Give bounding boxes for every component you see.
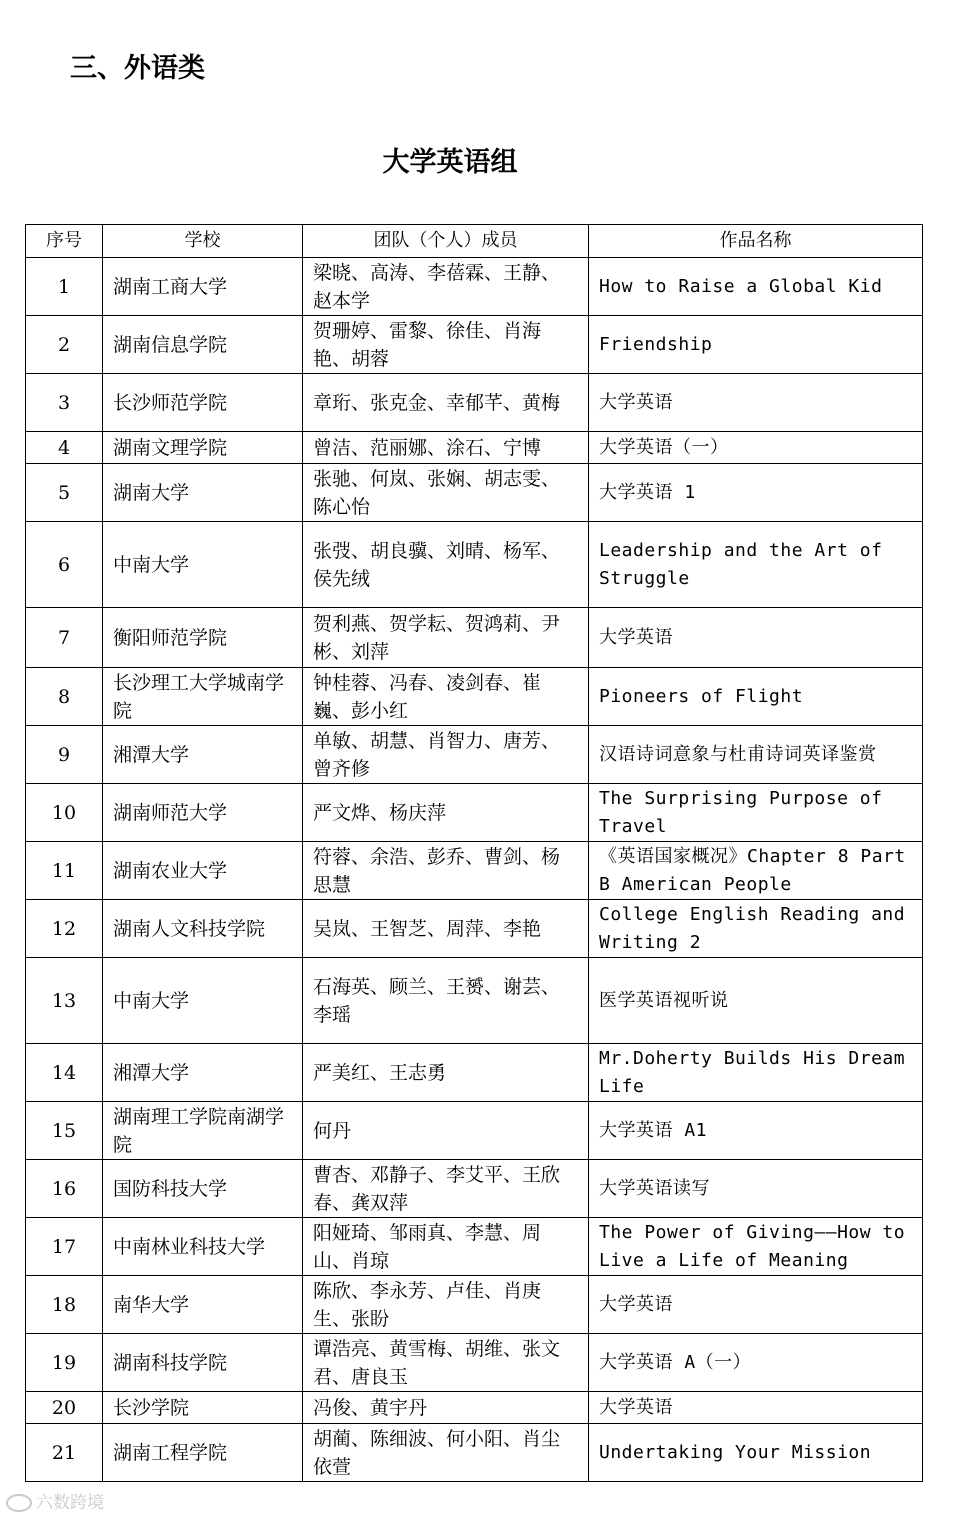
- table-row: [26, 1160, 923, 1218]
- school-name: 湖南师范大学: [103, 784, 303, 842]
- row-number: 15: [26, 1102, 103, 1160]
- team-members: 钟桂蓉、冯春、凌剑春、崔巍、彭小红: [303, 668, 589, 726]
- team-members: 阳娅琦、邹雨真、李慧、周山、肖琼: [303, 1218, 589, 1276]
- row-number: 2: [26, 316, 103, 374]
- team-members: 陈欣、李永芳、卢佳、肖庚生、张盼: [303, 1276, 589, 1334]
- row-number: 13: [26, 958, 103, 1044]
- row-number: 3: [26, 374, 103, 432]
- team-members: 单敏、胡慧、肖智力、唐芳、曾齐修: [303, 726, 589, 784]
- team-members: 张驰、何岚、张娴、胡志雯、陈心怡: [303, 464, 589, 522]
- row-number: 16: [26, 1160, 103, 1218]
- team-members: 谭浩亮、黄雪梅、胡维、张文君、唐良玉: [303, 1334, 589, 1392]
- work-title: Leadership and the Art of Struggle: [589, 522, 923, 608]
- table-row: [26, 726, 923, 784]
- table-row: [26, 258, 923, 316]
- table-row: [26, 1334, 923, 1392]
- school-name: 长沙师范学院: [103, 374, 303, 432]
- team-members: 贺珊婷、雷黎、徐佳、肖海艳、胡蓉: [303, 316, 589, 374]
- row-number: 9: [26, 726, 103, 784]
- header-school: 学校: [103, 225, 303, 258]
- school-name: 中南大学: [103, 958, 303, 1044]
- work-title: Mr.Doherty Builds His Dream Life: [589, 1044, 923, 1102]
- table-row: [26, 1392, 923, 1424]
- school-name: 湖南文理学院: [103, 432, 303, 464]
- work-title: 大学英语: [589, 1392, 923, 1424]
- header-number: 序号: [26, 225, 103, 258]
- table-row: [26, 958, 923, 1044]
- school-name: 湖南理工学院南湖学院: [103, 1102, 303, 1160]
- row-number: 4: [26, 432, 103, 464]
- row-number: 18: [26, 1276, 103, 1334]
- school-name: 国防科技大学: [103, 1160, 303, 1218]
- team-members: 严文烨、杨庆萍: [303, 784, 589, 842]
- work-title: The Power of Giving——How to Live a Life of Meaning: [589, 1218, 923, 1276]
- row-number: 1: [26, 258, 103, 316]
- school-name: 湖南大学: [103, 464, 303, 522]
- table-row: [26, 374, 923, 432]
- work-title: 医学英语视听说: [589, 958, 923, 1044]
- school-name: 湖南人文科技学院: [103, 900, 303, 958]
- table-row: [26, 1424, 923, 1482]
- work-title: 大学英语（一）: [589, 432, 923, 464]
- work-title: Undertaking Your Mission: [589, 1424, 923, 1482]
- work-title: The Surprising Purpose of Travel: [589, 784, 923, 842]
- team-members: 胡蔺、陈细波、何小阳、肖尘依萱: [303, 1424, 589, 1482]
- row-number: 10: [26, 784, 103, 842]
- work-title: 大学英语: [589, 608, 923, 668]
- work-title: Friendship: [589, 316, 923, 374]
- school-name: 湖南信息学院: [103, 316, 303, 374]
- team-members: 冯俊、黄宇丹: [303, 1392, 589, 1424]
- school-name: 湘潭大学: [103, 1044, 303, 1102]
- header-members: 团队（个人）成员: [303, 225, 589, 258]
- row-number: 14: [26, 1044, 103, 1102]
- school-name: 湘潭大学: [103, 726, 303, 784]
- table-row: [26, 668, 923, 726]
- work-title: How to Raise a Global Kid: [589, 258, 923, 316]
- row-number: 11: [26, 842, 103, 900]
- school-name: 湖南工程学院: [103, 1424, 303, 1482]
- awards-table: [25, 224, 923, 1482]
- work-title: 大学英语: [589, 1276, 923, 1334]
- team-members: 何丹: [303, 1102, 589, 1160]
- work-title: Pioneers of Flight: [589, 668, 923, 726]
- table-row: [26, 784, 923, 842]
- work-title: 大学英语: [589, 374, 923, 432]
- watermark: [6, 1488, 104, 1513]
- table-row: [26, 842, 923, 900]
- school-name: 中南林业科技大学: [103, 1218, 303, 1276]
- row-number: 8: [26, 668, 103, 726]
- team-members: 贺利燕、贺学耘、贺鸿莉、尹彬、刘萍: [303, 608, 589, 668]
- table-row: [26, 316, 923, 374]
- school-name: 长沙理工大学城南学院: [103, 668, 303, 726]
- row-number: 20: [26, 1392, 103, 1424]
- group-title: 大学英语组: [382, 147, 518, 178]
- table-header-row: [26, 225, 923, 258]
- team-members: 符蓉、余浩、彭乔、曹剑、杨思慧: [303, 842, 589, 900]
- work-title: College English Reading and Writing 2: [589, 900, 923, 958]
- work-title: 《英语国家概况》Chapter 8 Part B American People: [589, 842, 923, 900]
- team-members: 石海英、顾兰、王赟、谢芸、李瑶: [303, 958, 589, 1044]
- table-row: [26, 522, 923, 608]
- team-members: 曾洁、范丽娜、涂石、宁博: [303, 432, 589, 464]
- table-row: [26, 900, 923, 958]
- row-number: 17: [26, 1218, 103, 1276]
- team-members: 严美红、王志勇: [303, 1044, 589, 1102]
- school-name: 衡阳师范学院: [103, 608, 303, 668]
- work-title: 大学英语 A（一）: [589, 1334, 923, 1392]
- team-members: 梁晓、高涛、李蓓霖、王静、赵本学: [303, 258, 589, 316]
- header-work-title: 作品名称: [589, 225, 923, 258]
- school-name: 长沙学院: [103, 1392, 303, 1424]
- team-members: 曹杏、邓静子、李艾平、王欣春、龚双萍: [303, 1160, 589, 1218]
- table-row: [26, 1276, 923, 1334]
- table-row: [26, 1102, 923, 1160]
- school-name: 湖南农业大学: [103, 842, 303, 900]
- school-name: 湖南工商大学: [103, 258, 303, 316]
- table-row: [26, 608, 923, 668]
- school-name: 湖南科技学院: [103, 1334, 303, 1392]
- watermark-text: 六数跨境: [36, 1493, 104, 1513]
- school-name: 中南大学: [103, 522, 303, 608]
- team-members: 吴岚、王智芝、周萍、李艳: [303, 900, 589, 958]
- row-number: 7: [26, 608, 103, 668]
- work-title: 大学英语 A1: [589, 1102, 923, 1160]
- row-number: 12: [26, 900, 103, 958]
- row-number: 19: [26, 1334, 103, 1392]
- table-row: [26, 1218, 923, 1276]
- table-row: [26, 464, 923, 522]
- watermark-logo-icon: [6, 1494, 32, 1512]
- table-row: [26, 1044, 923, 1102]
- team-members: 章珩、张克金、幸郁芊、黄梅: [303, 374, 589, 432]
- row-number: 6: [26, 522, 103, 608]
- table-body: [26, 258, 923, 1482]
- row-number: 21: [26, 1424, 103, 1482]
- school-name: 南华大学: [103, 1276, 303, 1334]
- row-number: 5: [26, 464, 103, 522]
- work-title: 汉语诗词意象与杜甫诗词英译鉴赏: [589, 726, 923, 784]
- team-members: 张弢、胡良骥、刘晴、杨军、侯先绒: [303, 522, 589, 608]
- section-heading: 三、外语类: [70, 53, 205, 84]
- work-title: 大学英语读写: [589, 1160, 923, 1218]
- table-row: [26, 432, 923, 464]
- work-title: 大学英语 1: [589, 464, 923, 522]
